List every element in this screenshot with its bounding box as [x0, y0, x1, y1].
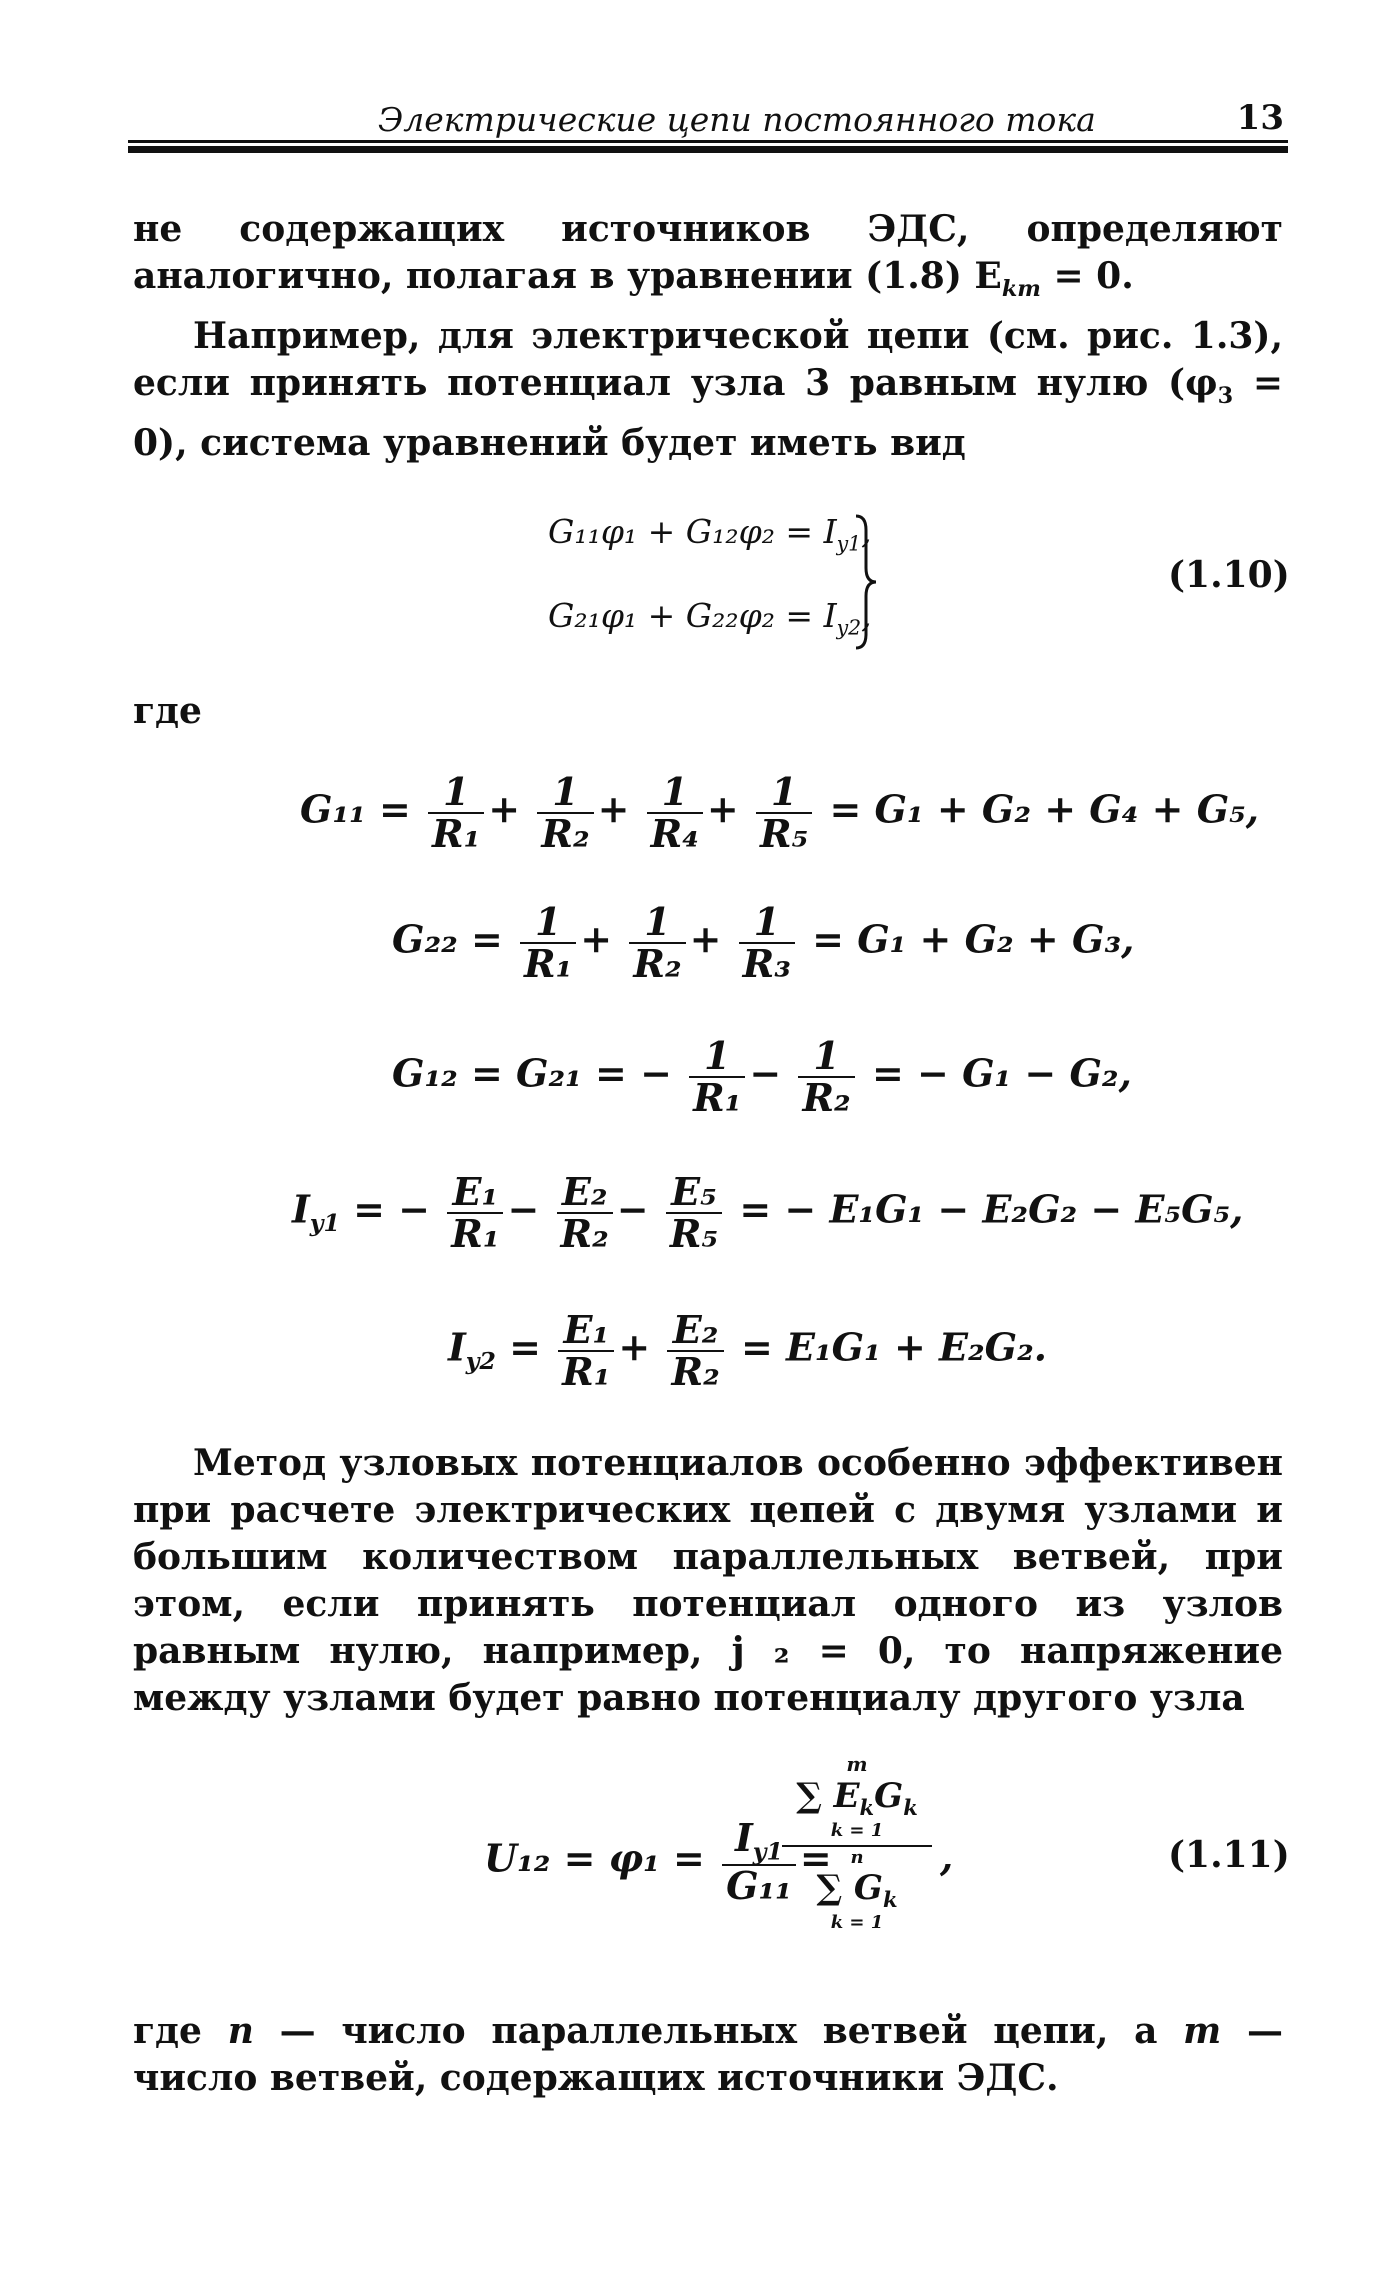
formula-g12: G₁₂ = G₂₁ = − $\frac{1}{\text{R₁}}$ − $\frac{1}{\text{R₂}}$ = − G₁ − G₂,	[392, 1033, 1132, 1120]
formula-g11: G₁₁ = $\frac{1}{\text{R₁}}$ + $\frac{1}{\text{R₂}}$ + $\frac{1}{\text{R₄}}$ + $\frac{1}{\text{R₅}}$ = G₁ + G₂ + G₄ + G₅,	[300, 769, 1260, 856]
header-rule-thick	[128, 146, 1288, 153]
system-line-1: $G_{11}\varphi_1 + G_{12}\varphi_2 = I_{y1}$,	[548, 512, 872, 556]
sum-fraction	[782, 1752, 932, 1933]
page-header	[128, 96, 1288, 140]
sum-index-top: k = 1	[782, 1820, 932, 1847]
equation-number-1-11: (1.11)	[1168, 1834, 1290, 1876]
running-title: Электрические цепи постоянного тока	[378, 100, 1096, 139]
formula-iy2: $I_{y2}$ = $\frac{\text{E₁}}{\text{R₁}}$ + $\frac{\text{E₂}}{\text{R₂}}$ = E₁G₁ + E₂G₂.	[448, 1307, 1047, 1394]
text-block-top	[133, 206, 1283, 467]
paragraph-3: Метод узловых потенциалов особенно эффективен при расчете электрических цепей с двумя узлами и большим количеством параллельных ветвей, при этом, если принять потенциал одного из узлов равным нулю, например, j ₂ = 0, то напряжение между узлами будет равно потенциалу другого узла	[133, 1442, 1283, 1719]
sum-upper-limit-m: m	[846, 1752, 868, 1776]
paragraph-4: где n — число параллельных ветвей цепи, а m — число ветвей, содержащих источники ЭДС.	[133, 2010, 1283, 2099]
where-label: где	[133, 690, 202, 732]
paragraph-2: Например, для электрической цепи (см. рис. 1.3), если принять потенциал узла 3 равным нулю $(\varphi_3 = 0)$, система уравнений будет иметь вид	[133, 315, 1283, 465]
sum-numerator: ∑ $E_kG_k$	[796, 1776, 918, 1820]
right-brace-icon	[852, 512, 882, 652]
sum-denominator: ∑ $G_k$	[816, 1867, 898, 1912]
formula-u12: U₁₂ = φ₁ = $\frac{I_{y1}}{\text{G₁₁}}$ =	[484, 1815, 832, 1909]
system-line-2: $G_{21}\varphi_1 + G_{22}\varphi_2 = I_{y2}$,	[548, 596, 872, 640]
formula-comma: ,	[940, 1834, 954, 1879]
header-rule-thin	[128, 140, 1288, 143]
equation-number-1-10: (1.10)	[1168, 554, 1290, 596]
formula-g22: G₂₂ = $\frac{1}{\text{R₁}}$ + $\frac{1}{\text{R₂}}$ + $\frac{1}{\text{R₃}}$ = G₁ + G₂ + G₃,	[392, 899, 1135, 986]
sum-lower-limit-n: n	[850, 1846, 864, 1868]
paragraph-1: не содержащих источников ЭДС, определяют аналогично, полагая в уравнении (1.8) $E_{km} = 0$.	[133, 208, 1283, 303]
formula-iy1: $I_{y1}$ = − $\frac{\text{E₁}}{\text{R₁}}$ − $\frac{\text{E₂}}{\text{R₂}}$ − $\frac{\text{E₅}}{\text{R₅}}$ = − E₁G₁ − E₂G₂ − E₅G₅,	[292, 1169, 1244, 1256]
page-number: 13	[1236, 98, 1284, 138]
sum-index-bottom: k = 1	[830, 1911, 884, 1933]
